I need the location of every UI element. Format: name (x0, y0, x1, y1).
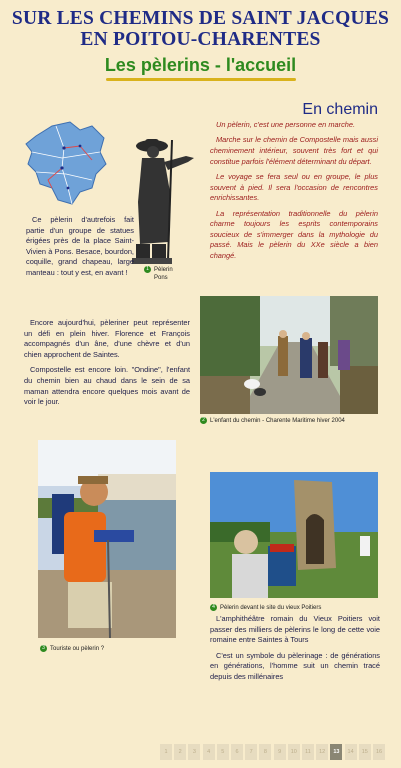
page-button-3[interactable]: 3 (188, 744, 200, 760)
page-subtitle: Les pèlerins - l'accueil (104, 55, 297, 75)
statue-description (26, 215, 134, 284)
poitiers-ruins-photo (210, 472, 378, 598)
intro-paragraph: Un pèlerin, c'est une personne en marche. (216, 120, 356, 129)
defi-paragraph: Compostelle est encore loin. "Ondine", l'enfant du chemin bien au chaud dans le sein de sa maman attendra encore quelques mois avant de voir le jour. (24, 365, 190, 407)
caption-number-3: 3 (40, 645, 47, 652)
page-button-7[interactable]: 7 (245, 744, 257, 760)
intro-paragraph: Le voyage se fera seul ou en groupe, le plus souvent à pied. Il sera l'occasion de rencontres enrichissantes. (210, 171, 378, 203)
main-title-line1: SUR LES CHEMINS DE SAINT JACQUES (11, 8, 390, 29)
main-title-line2: EN POITOU-CHARENTES (80, 29, 321, 50)
page-button-15[interactable]: 15 (359, 744, 371, 760)
page-navigation (160, 744, 390, 760)
tourist-caption-text: Touriste ou pèlerin ? (50, 646, 105, 653)
tourist-caption (40, 645, 180, 653)
poitiers-paragraph: C'est un symbole du pèlerinage : de générations en générations, l'homme suit un chemin tracé depuis des millénaires (210, 650, 380, 681)
page-button-2[interactable]: 2 (174, 744, 186, 760)
poitiers-paragraph: L'amphithéâtre romain du Vieux Poitiers voit passer des milliers de pèlerins le long de cette voie romaine entre Saintes à Tours (210, 614, 380, 645)
page-button-8[interactable]: 8 (259, 744, 271, 760)
intro-paragraph: La représentation traditionnelle du pèlerin charme toujours les esprits contemporains soucieux de s'immerger dans la mythologie du passé. Mais le pèlerin du XXe siècle a bien changé. (210, 208, 378, 260)
defi-text (24, 318, 190, 413)
tourist-photo (38, 440, 176, 638)
defi-paragraph: Encore aujourd'hui, pèleriner peut représenter un défi en plein hiver. Florence et François accompagnés d'un âne, d'une chèvre et d'un chien approchent de Saintes. (24, 318, 190, 359)
page-button-11[interactable]: 11 (302, 744, 314, 760)
intro-paragraph: Marche sur le chemin de Compostelle mais aussi cheminement intérieur, souvent très fort et qui constitue parfois l'élément déterminant du départ. (210, 135, 378, 166)
poitiers-caption (210, 604, 380, 612)
poitiers-caption-text: Pèlerin devant le site du vieux Poitiers (220, 605, 322, 612)
section-title: En chemin (302, 101, 378, 118)
winter-caption-text: L'enfant du chemin - Charente Maritime hiver 2004 (210, 418, 345, 425)
statue-caption-line1: Pèlerin (154, 267, 173, 274)
pilgrim-statue-image (128, 132, 200, 270)
page-button-13[interactable]: 13 (330, 744, 342, 760)
winter-caption (200, 417, 390, 425)
page-button-5[interactable]: 5 (217, 744, 229, 760)
statue-caption (144, 266, 204, 282)
statue-text: Ce pèlerin d'autrefois fait partie d'un groupe de statues érigées près de la place Saint-Vivien à Pons. Besace, bourdon, coquille, grand chapeau, large manteau : tout y est, en avant ! (26, 215, 134, 277)
page-button-12[interactable]: 12 (316, 744, 328, 760)
caption-number-1: 1 (144, 266, 151, 273)
caption-number-4: 4 (210, 604, 217, 611)
intro-text (210, 120, 378, 266)
page-button-16[interactable]: 16 (373, 744, 385, 760)
page-button-10[interactable]: 10 (288, 744, 300, 760)
page-button-4[interactable]: 4 (203, 744, 215, 760)
poitiers-text (210, 614, 380, 688)
page-button-9[interactable]: 9 (274, 744, 286, 760)
winter-path-photo (200, 296, 378, 414)
statue-caption-line2: Pons (154, 275, 168, 282)
caption-number-2: 2 (200, 417, 207, 424)
page-button-14[interactable]: 14 (345, 744, 357, 760)
page-button-6[interactable]: 6 (231, 744, 243, 760)
page-button-1[interactable]: 1 (160, 744, 172, 760)
region-map-image (22, 118, 108, 208)
subtitle-underline (106, 78, 296, 81)
